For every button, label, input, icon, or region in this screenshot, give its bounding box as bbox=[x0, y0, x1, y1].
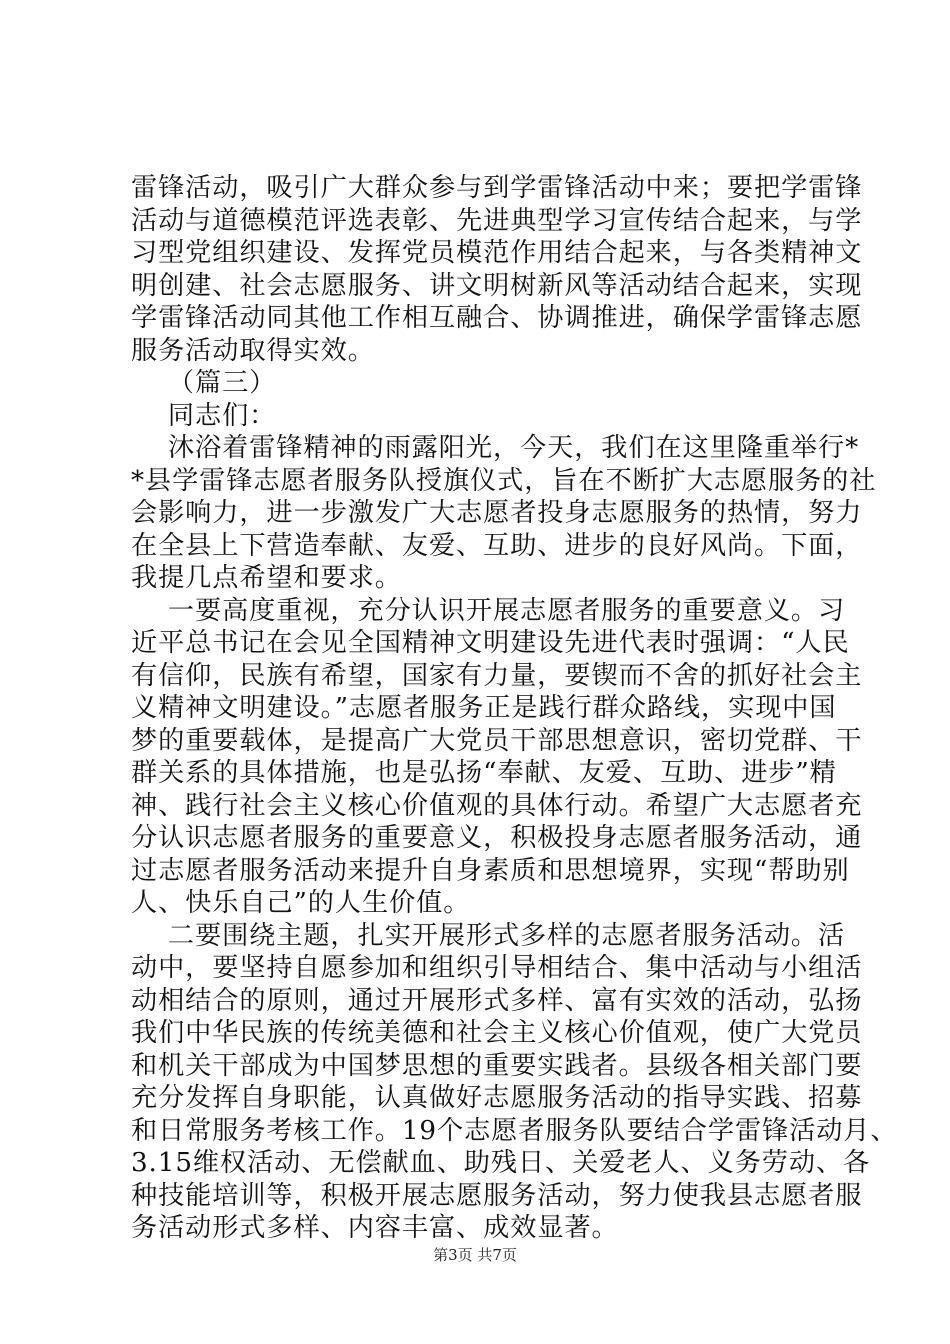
text-line: 3.15维权活动、无偿献血、助残日、关爱老人、义务劳动、各 bbox=[131, 1148, 871, 1178]
text-line: 近平总书记在会见全国精神文明建设先进代表时强调：“人民 bbox=[131, 628, 850, 658]
text-line: 充分发挥自身职能，认真做好志愿服务活动的指导实践、招募 bbox=[131, 1083, 863, 1113]
text-line: 分认识志愿者服务的重要意义，积极投身志愿者服务活动，通 bbox=[131, 823, 863, 853]
text-line: 过志愿者服务活动来提升自身素质和思想境界，实现“帮助别 bbox=[131, 855, 850, 886]
text-line: 和机关干部成为中国梦思想的重要实践者。县级各相关部门要 bbox=[131, 1050, 863, 1081]
page-number-footer: 第3页 共7页 bbox=[433, 1246, 517, 1264]
text-line: 我提几点希望和要求。 bbox=[131, 563, 402, 593]
text-line: 人、快乐自己”的人生价值。 bbox=[131, 888, 471, 918]
text-line: 务活动形式多样、内容丰富、成效显著。 bbox=[131, 1213, 619, 1243]
section-heading: （篇三） bbox=[131, 368, 277, 398]
text-line: 我们中华民族的传统美德和社会主义核心价值观，使广大党员 bbox=[131, 1018, 863, 1048]
text-line: 一要高度重视，充分认识开展志愿者服务的重要意义。习 bbox=[131, 595, 846, 626]
salutation: 同志们： bbox=[131, 400, 277, 431]
text-line: 在全县上下营造奉献、友爱、互助、进步的良好风尚。下面， bbox=[131, 530, 863, 561]
text-line: 雷锋活动，吸引广大群众参与到学雷锋活动中来；要把学雷锋 bbox=[131, 173, 863, 203]
text-line: 义精神文明建设。”志愿者服务正是践行群众路线，实现中国 bbox=[131, 693, 837, 723]
text-line: 服务活动取得实效。 bbox=[131, 335, 375, 366]
text-line: 习型党组织建设、发挥党员模范作用结合起来，与各类精神文 bbox=[131, 238, 863, 268]
text-line: 动相结合的原则，通过开展形式多样、富有实效的活动，弘扬 bbox=[131, 985, 863, 1016]
text-line: 活动与道德模范评选表彰、先进典型学习宣传结合起来，与学 bbox=[131, 205, 863, 236]
text-line: *县学雷锋志愿者服务队授旗仪式，旨在不断扩大志愿服务的社 bbox=[131, 465, 877, 496]
text-line: 动中，要坚持自愿参加和组织引导相结合、集中活动与小组活 bbox=[131, 953, 863, 983]
text-line: 神、践行社会主义核心价值观的具体行动。希望广大志愿者充 bbox=[131, 790, 863, 821]
text-line: 和日常服务考核工作。19个志愿者服务队要结合学雷锋活动月、 bbox=[131, 1115, 898, 1146]
text-line: 二要围绕主题，扎实开展形式多样的志愿者服务活动。活 bbox=[131, 920, 846, 951]
text-line: 沐浴着雷锋精神的雨露阳光，今天，我们在这里隆重举行* bbox=[131, 433, 860, 463]
text-line: 学雷锋活动同其他工作相互融合、协调推进，确保学雷锋志愿 bbox=[131, 303, 863, 333]
text-line: 明创建、社会志愿服务、讲文明树新风等活动结合起来，实现 bbox=[131, 270, 863, 301]
document-body bbox=[131, 172, 898, 1245]
text-line: 群关系的具体措施，也是弘扬“奉献、友爱、互助、进步”精 bbox=[131, 758, 837, 788]
text-line: 种技能培训等，积极开展志愿服务活动，努力使我县志愿者服 bbox=[131, 1180, 863, 1211]
text-line: 有信仰，民族有希望，国家有力量，要锲而不舍的抓好社会主 bbox=[131, 660, 863, 691]
text-line: 会影响力，进一步激发广大志愿者投身志愿服务的热情，努力 bbox=[131, 498, 863, 528]
text-line: 梦的重要载体，是提高广大党员干部思想意识，密切党群、干 bbox=[131, 725, 863, 756]
